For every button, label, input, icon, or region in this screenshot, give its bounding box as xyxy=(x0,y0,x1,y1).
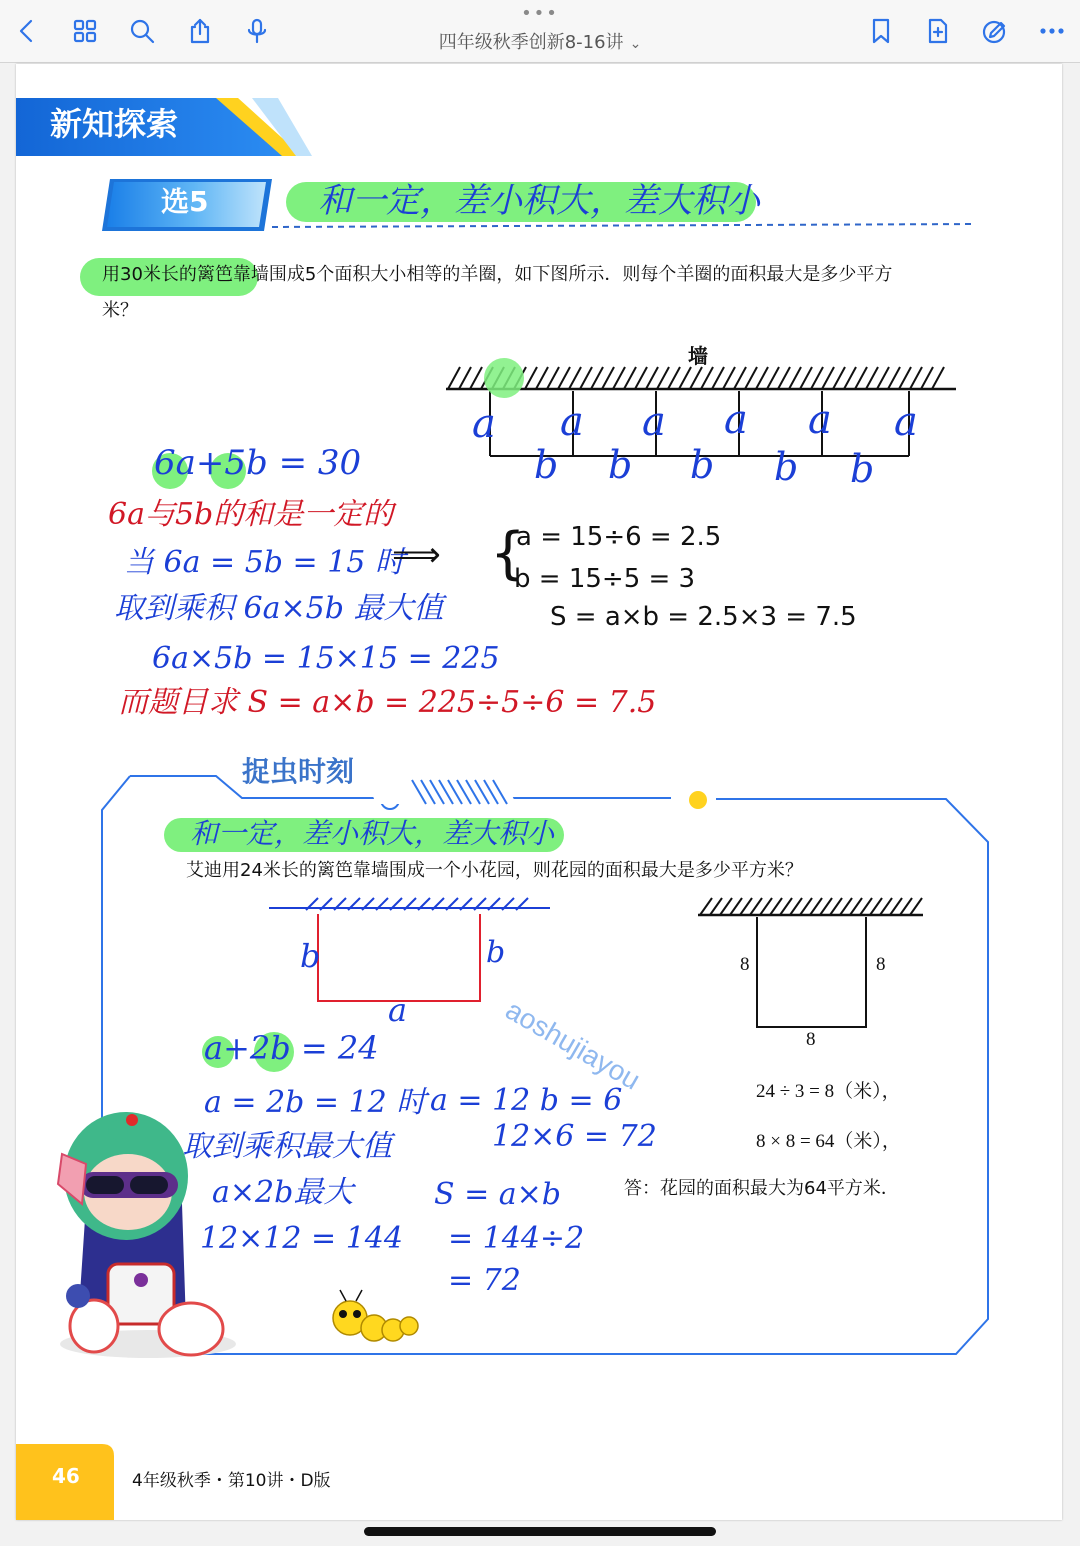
window-grabber[interactable]: ••• xyxy=(521,3,559,24)
document-title-menu[interactable] xyxy=(390,3,690,54)
calc-line2: 8 × 8 = 64（米）， xyxy=(756,1131,901,1152)
toolbar xyxy=(0,0,1080,63)
handwritten-g-eq8: S = a×b xyxy=(434,1177,561,1212)
watermark: aoshujiayou xyxy=(500,994,646,1096)
page-number: 46 xyxy=(52,1464,80,1488)
problem2-text: 艾迪用24米长的篱笆靠墙围成一个小花园，则花园的面积最大是多少平方米？ xyxy=(186,860,803,881)
chevron-down-icon[interactable]: ⌄ xyxy=(629,36,642,52)
calc-line1: 24 ÷ 3 = 8（米）， xyxy=(756,1081,901,1102)
square-side-right: 8 xyxy=(876,954,886,975)
exercise-tag-label: 选5 xyxy=(161,185,209,218)
handwritten-g-eq7: 12×6 = 72 xyxy=(492,1119,657,1154)
label-a: a xyxy=(560,399,584,445)
problem1-text-line1: 用30米长的篱笆靠墙围成5个面积大小相等的羊圈，如下图所示．则每个羊圈的面积最大是多少平方 xyxy=(102,264,893,285)
handwritten-g-eq10: = 72 xyxy=(448,1263,521,1298)
yellow-dot xyxy=(689,791,707,809)
search-icon[interactable] xyxy=(125,14,159,48)
label-b: b xyxy=(534,443,559,487)
handwritten-eq2: 6a与5b的和是一定的 xyxy=(108,497,394,532)
label-a: a xyxy=(642,399,666,445)
handwritten-eq4: 取到乘积 6a×5b 最大值 xyxy=(114,591,444,626)
answer-text: 答：花园的面积最大为64平方米． xyxy=(624,1178,899,1199)
wall-pen-diagram xyxy=(446,358,956,456)
handwritten-rule-top: 和一定，差小积大，差大积小 xyxy=(318,181,760,221)
share-icon[interactable] xyxy=(183,14,217,48)
handwritten-eq5: 6a×5b = 15×15 = 225 xyxy=(152,641,500,676)
more-icon[interactable] xyxy=(1035,14,1069,48)
square-side-bottom: 8 xyxy=(806,1029,816,1050)
label-b: b xyxy=(774,445,799,489)
label-a: a xyxy=(724,397,748,443)
label-b: b xyxy=(690,443,715,487)
label-b: b xyxy=(608,443,633,487)
handwritten-rule-bottom: 和一定，差小积大，差大积小 xyxy=(190,817,555,850)
handwritten-eq6: 而题目求 S = a×b = 225÷5÷6 = 7.5 xyxy=(118,685,657,720)
handwritten-brace: { xyxy=(490,521,526,586)
square-garden-diagram xyxy=(698,898,923,1027)
square-side-left: 8 xyxy=(740,954,750,975)
handwritten-sys1: a = 15÷6 = 2.5 xyxy=(516,522,722,552)
handwritten-sys2: b = 15÷5 = 3 xyxy=(514,564,696,594)
handwritten-g-eq9: = 144÷2 xyxy=(448,1221,585,1256)
handwritten-eq3: 当 6a = 5b = 15 时 xyxy=(124,545,405,580)
handwritten-g-eq1: a+2b = 24 xyxy=(204,1029,379,1067)
garden-label-b-right: b xyxy=(486,935,506,970)
home-indicator[interactable] xyxy=(364,1527,716,1536)
bookmark-icon[interactable] xyxy=(864,14,898,48)
bug-section-title: 捉虫时刻 xyxy=(242,755,355,788)
garden-label-a: a xyxy=(388,991,408,1029)
handwritten-eq1: 6a+5b = 30 xyxy=(154,443,362,483)
handwritten-sys3: S = a×b = 2.5×3 = 7.5 xyxy=(550,602,857,632)
grid-icon[interactable] xyxy=(68,14,102,48)
handwritten-g-eq6: a = 12 b = 6 xyxy=(430,1083,623,1118)
wall-label: 墙 xyxy=(688,344,708,368)
label-a: a xyxy=(472,401,496,447)
dashed-separator xyxy=(272,224,976,227)
garden-label-b-left: b xyxy=(300,937,321,975)
label-a: a xyxy=(894,399,918,445)
caterpillar xyxy=(333,1290,418,1341)
handwritten-g-eq2: a = 2b = 12 时 xyxy=(204,1085,427,1120)
back-icon[interactable] xyxy=(10,14,44,48)
document-page[interactable] xyxy=(16,64,1062,1520)
handwritten-arrow: ⟹ xyxy=(392,535,441,575)
section-banner-title: 新知探索 xyxy=(50,105,179,143)
handwritten-g-eq4: a×2b最大 xyxy=(212,1175,354,1210)
course-label: 4年级秋季・第10讲・D版 xyxy=(132,1471,331,1491)
document-title: 四年级秋季创新8-16讲 xyxy=(438,32,624,53)
label-a: a xyxy=(808,397,832,443)
microphone-icon[interactable] xyxy=(240,14,274,48)
add-page-icon[interactable] xyxy=(921,14,955,48)
annotate-icon[interactable] xyxy=(978,14,1012,48)
handwritten-g-eq5: 12×12 = 144 xyxy=(200,1221,403,1256)
label-b: b xyxy=(850,447,875,491)
problem1-text-line2: 米？ xyxy=(102,300,138,321)
handwritten-g-eq3: 取到乘积最大值 xyxy=(182,1129,392,1164)
